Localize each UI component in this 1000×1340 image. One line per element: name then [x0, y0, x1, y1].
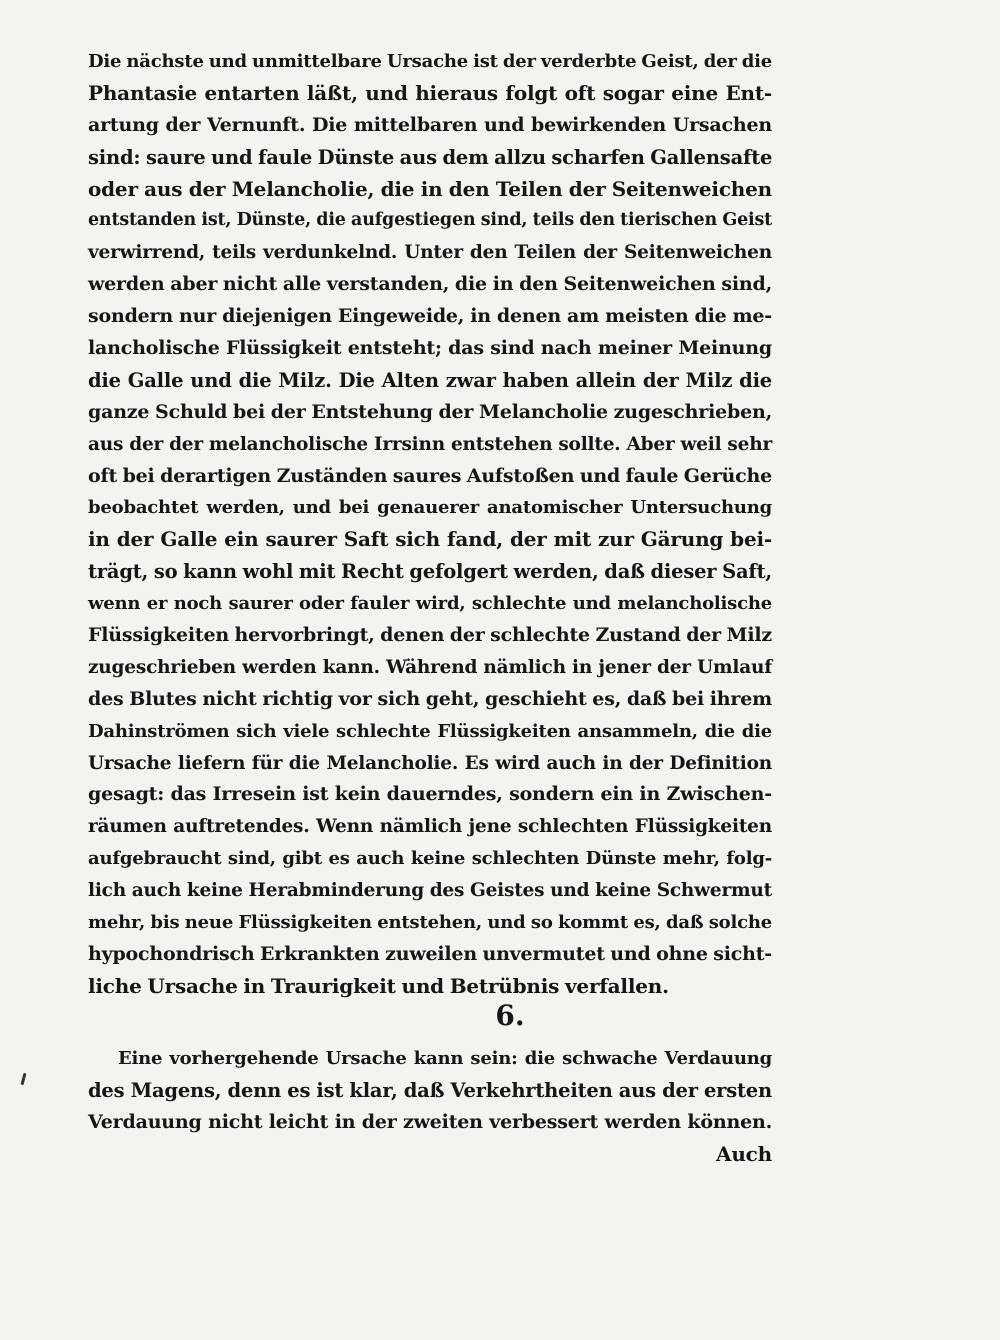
text-line: oder aus der Melancholie, die in den Teilen der Seitenweichen — [88, 176, 772, 201]
text-line: sind: saure und faule Dünste aus dem allzu scharfen Gallensafte — [88, 145, 773, 169]
text-line: ganze Schuld bei der Entstehung der Melancholie zugeschrieben, — [88, 400, 772, 423]
text-line: wenn er noch saurer oder fauler wird, schlechte und melancholische — [88, 593, 772, 615]
text-line: räumen auftretendes. Wenn nämlich jene schlechten Flüssigkeiten — [88, 816, 772, 838]
text-line: Verdauung nicht leicht in der zweiten verbessert werden können. — [88, 1110, 772, 1133]
text-line: Eine vorhergehende Ursache kann sein: die schwache Verdauung — [118, 1048, 772, 1069]
text-line: Ursache liefern für die Melancholie. Es wird auch in der Definition — [88, 752, 772, 774]
text-line: Dahinströmen sich viele schlechte Flüssigkeiten ansammeln, die die — [88, 720, 772, 742]
text-line: lich auch keine Herabminderung des Geistes und keine Schwermut — [88, 880, 772, 902]
text-line: entstanden ist, Dünste, die aufgestiegen sind, teils den tierischen Geist — [88, 210, 772, 231]
text-line: Phantasie entarten läßt, und hieraus folgt oft sogar eine Ent- — [88, 80, 772, 105]
text-line: Flüssigkeiten hervorbringt, denen der schlechte Zustand der Milz — [88, 624, 772, 647]
section-number: 6. — [495, 999, 525, 1032]
text-line: liche Ursache in Traurigkeit und Betrübnis verfallen. — [88, 973, 669, 998]
text-line: des Magens, denn es ist klar, daß Verkehrtheiten aus der ersten — [88, 1078, 772, 1102]
text-line: die Galle und die Milz. Die Alten zwar haben allein der Milz die — [88, 368, 772, 392]
paragraph-1 — [88, 46, 772, 1003]
text-line: oft bei derartigen Zuständen saures Aufstoßen und faule Gerüche — [88, 464, 772, 487]
text-line: lancholische Flüssigkeit entsteht; das sind nach meiner Meinung — [88, 337, 772, 360]
catchword: Auch — [716, 1141, 772, 1166]
text-line: trägt, so kann wohl mit Recht gefolgert werden, daß dieser Saft, — [88, 560, 772, 584]
text-line: Die nächste und unmittelbare Ursache ist der verderbte Geist, der die — [88, 51, 772, 72]
text-line: werden aber nicht alle verstanden, die in den Seitenweichen sind, — [88, 273, 772, 296]
stray-ink-mark — [20, 1073, 26, 1085]
paragraph-2 — [88, 1043, 772, 1171]
text-line: hypochondrisch Erkrankten zuweilen unvermutet und ohne sicht- — [88, 942, 772, 965]
text-line: gesagt: das Irresein ist kein dauerndes, sondern ein in Zwischen- — [88, 783, 772, 806]
text-line: beobachtet werden, und bei genauerer anatomischer Untersuchung — [88, 497, 772, 519]
text-line: des Blutes nicht richtig vor sich geht, geschieht es, daß bei ihrem — [88, 687, 772, 710]
text-line: artung der Vernunft. Die mittelbaren und bewirkenden Ursachen — [88, 113, 772, 136]
text-line: verwirrend, teils verdunkelnd. Unter den Teilen der Seitenweichen — [88, 242, 772, 264]
text-line: in der Galle ein saurer Saft sich fand, der mit zur Gärung bei- — [88, 527, 772, 552]
text-line: mehr, bis neue Flüssigkeiten entstehen, und so kommt es, daß solche — [88, 912, 772, 934]
text-line: zugeschrieben werden kann. Während nämlich in jener der Umlauf — [88, 656, 772, 678]
text-line: aufgebraucht sind, gibt es auch keine schlechten Dünste mehr, folg- — [88, 848, 772, 870]
text-line: sondern nur diejenigen Eingeweide, in denen am meisten die me- — [88, 305, 772, 328]
text-line: aus der der melancholische Irrsinn entstehen sollte. Aber weil sehr — [88, 433, 772, 455]
